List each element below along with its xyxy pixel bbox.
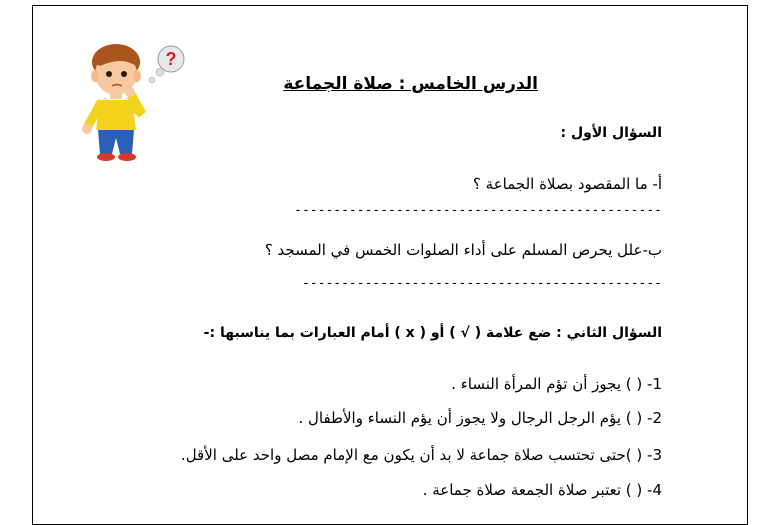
question-mark-icon: ? bbox=[165, 49, 177, 69]
statement-item[interactable]: 3- ( )حتى تحتسب صلاة جماعة لا بد أن يكون مع الإمام مصل واحد على الأقل. bbox=[180, 446, 662, 464]
answer-line-a[interactable]: ----------------------------------------------- bbox=[294, 203, 662, 218]
answer-line-b[interactable]: ---------------------------------------------- bbox=[301, 276, 662, 291]
statement-item[interactable]: 1- ( ) يجوز أن تؤم المرأة النساء . bbox=[451, 375, 662, 393]
thinking-boy-icon bbox=[70, 34, 190, 164]
statement-item[interactable]: 4- ( ) تعتبر صلاة الجمعة صلاة جماعة . bbox=[422, 481, 662, 499]
question1-a: أ- ما المقصود بصلاة الجماعة ؟ bbox=[472, 175, 662, 193]
question1-heading: السؤال الأول : bbox=[560, 125, 662, 141]
lesson-title: الدرس الخامس : صلاة الجماعة bbox=[283, 74, 538, 94]
question2-heading: السؤال الثاني : ضع علامة ( √ ) أو ( x ) أمام العبارات بما يناسبها :- bbox=[203, 325, 662, 341]
statement-item[interactable]: 2- ( ) يؤم الرجل الرجال ولا يجوز أن يؤم النساء والأطفال . bbox=[298, 409, 662, 427]
question1-b: ب-علل يحرص المسلم على أداء الصلوات الخمس في المسجد ؟ bbox=[264, 241, 662, 259]
